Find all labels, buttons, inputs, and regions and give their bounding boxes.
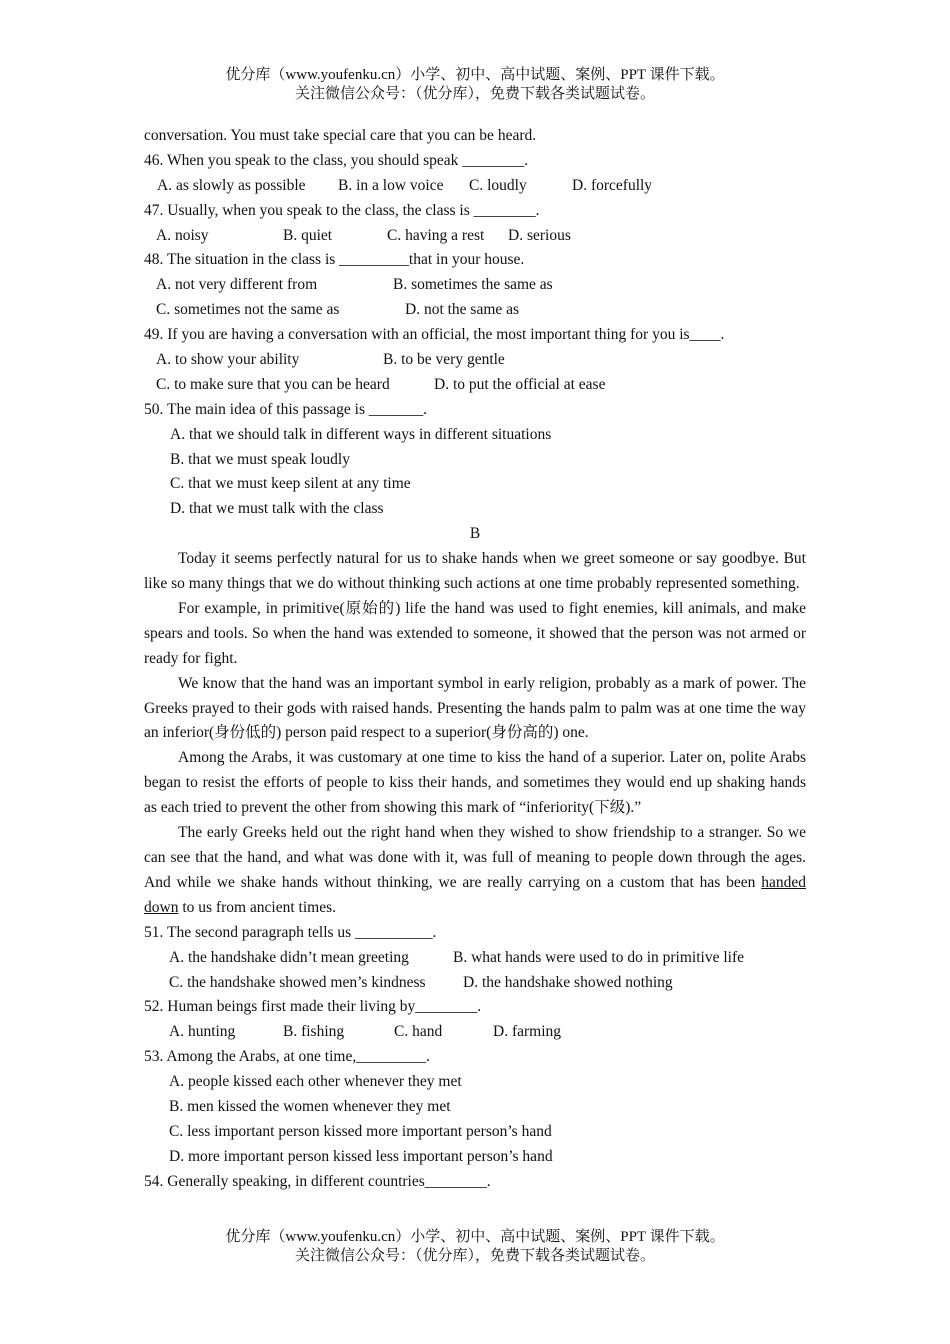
question-48-options-row1 (144, 273, 806, 298)
question-49-options-row1 (144, 348, 806, 373)
question-50-stem: 50. The main idea of this passage is _______. (144, 400, 427, 418)
q48-option-b: B. sometimes the same as (393, 276, 553, 294)
q48-option-a: A. not very different from (156, 276, 318, 294)
header-line-2: 关注微信公众号：（优分库），免费下载各类试题试卷。 (294, 86, 655, 102)
page-content (144, 124, 806, 1195)
question-49-stem: 49. If you are having a conversation with an official, the most important thing for you is____. (144, 326, 725, 344)
passage-paragraph-2: For example, in primitive(原始的) life the hand was used to fight enemies, kill animals, and make spears and tools. So when the hand was extended to someone, it showed that the person was not armed or ready for fight. (144, 599, 806, 667)
q50-option-c: C. that we must keep silent at any time (170, 475, 411, 493)
q47-option-a: A. noisy (156, 226, 209, 244)
q52-option-a: A. hunting (169, 1023, 236, 1041)
q49-option-b: B. to be very gentle (383, 351, 505, 369)
p5-text-before: The early Greeks held out the right hand when they wished to show friendship to a stranger. So we can see that the hand, and what was done with it, was full of meaning to people down through the ages. And while we shake hands without thinking, we are really carrying on a custom that has been (144, 824, 806, 891)
passage-paragraph-3: We know that the hand was an important symbol in early religion, probably as a mark of power. The Greeks prayed to their gods with raised hands. Presenting the hands palm to palm was at one time the way an inferior(身份低的) person paid respect to a superior(身份高的) one. (144, 674, 806, 742)
q47-option-d: D. serious (508, 226, 571, 244)
question-52-stem: 52. Human beings first made their living by________. (144, 998, 482, 1016)
page-header (0, 66, 950, 104)
q46-option-b: B. in a low voice (338, 176, 444, 194)
question-52-options (144, 1020, 806, 1045)
passage-paragraph-5 (144, 821, 806, 921)
question-46-options (144, 174, 806, 199)
p5-text-after: to us from ancient times. (178, 898, 337, 916)
q53-option-d: D. more important person kissed less important person’s hand (169, 1147, 553, 1165)
q52-option-d: D. farming (493, 1023, 562, 1041)
question-46-stem: 46. When you speak to the class, you should speak ________. (144, 151, 529, 169)
q47-option-c: C. having a rest (387, 226, 485, 244)
carry-over-line: conversation. You must take special care that you can be heard. (144, 127, 537, 144)
question-47-stem: 47. Usually, when you speak to the class, the class is ________. (144, 201, 540, 219)
q50-option-b: B. that we must speak loudly (170, 450, 350, 468)
question-49-options-row2 (144, 373, 806, 398)
question-48-stem: 48. The situation in the class is _________that in your house. (144, 251, 525, 269)
q48-option-c: C. sometimes not the same as (156, 301, 340, 319)
question-47-options (144, 224, 806, 249)
page-footer (0, 1228, 950, 1266)
q52-option-c: C. hand (394, 1023, 443, 1041)
question-51-options-row2 (144, 971, 806, 996)
section-b-heading: B (469, 525, 481, 543)
q46-option-a: A. as slowly as possible (157, 176, 306, 194)
question-48-options-row2 (144, 298, 806, 323)
footer-line-2: 关注微信公众号：（优分库），免费下载各类试题试卷。 (294, 1248, 655, 1264)
q51-option-a: A. the handshake didn’t mean greeting (169, 948, 409, 966)
q53-option-b: B. men kissed the women whenever they met (169, 1097, 451, 1115)
q53-option-a: A. people kissed each other whenever they met (169, 1073, 462, 1091)
passage-paragraph-4: Among the Arabs, it was customary at one time to kiss the hand of a superior. Later on, polite Arabs began to resist the efforts of people to kiss their hands, and sometimes they would end up shaking hands as each tried to prevent the other from showing this mark of “inferiority(下级).” (144, 749, 806, 817)
question-54-stem: 54. Generally speaking, in different countries________. (144, 1172, 491, 1190)
q51-option-c: C. the handshake showed men’s kindness (169, 973, 426, 991)
header-line-1: 优分库（www.youfenku.cn）小学、初中、高中试题、案例、PPT 课件下载。 (225, 67, 725, 83)
q51-option-b: B. what hands were used to do in primitive life (453, 948, 744, 966)
q53-option-c: C. less important person kissed more important person’s hand (169, 1122, 552, 1140)
q50-option-a: A. that we should talk in different ways in different situations (170, 425, 552, 443)
p5-underlined-phrase: handed down (144, 873, 806, 916)
q52-option-b: B. fishing (283, 1023, 345, 1041)
question-51-stem: 51. The second paragraph tells us __________. (144, 923, 437, 941)
footer-line-1: 优分库（www.youfenku.cn）小学、初中、高中试题、案例、PPT 课件下载。 (225, 1229, 725, 1245)
q49-option-c: C. to make sure that you can be heard (156, 375, 390, 393)
q46-option-d: D. forcefully (572, 176, 653, 194)
question-51-options-row1 (144, 946, 806, 971)
q51-option-d: D. the handshake showed nothing (463, 973, 673, 991)
q50-option-d: D. that we must talk with the class (170, 500, 384, 518)
q47-option-b: B. quiet (283, 226, 333, 244)
q49-option-a: A. to show your ability (156, 351, 300, 369)
q48-option-d: D. not the same as (405, 301, 520, 319)
question-53-stem: 53. Among the Arabs, at one time,_________. (144, 1048, 430, 1066)
passage-paragraph-1: Today it seems perfectly natural for us to shake hands when we greet someone or say goodbye. But like so many things that we do without thinking such actions at one time probably represented something. (144, 550, 806, 593)
q49-option-d: D. to put the official at ease (434, 375, 606, 393)
q46-option-c: C. loudly (469, 176, 527, 194)
